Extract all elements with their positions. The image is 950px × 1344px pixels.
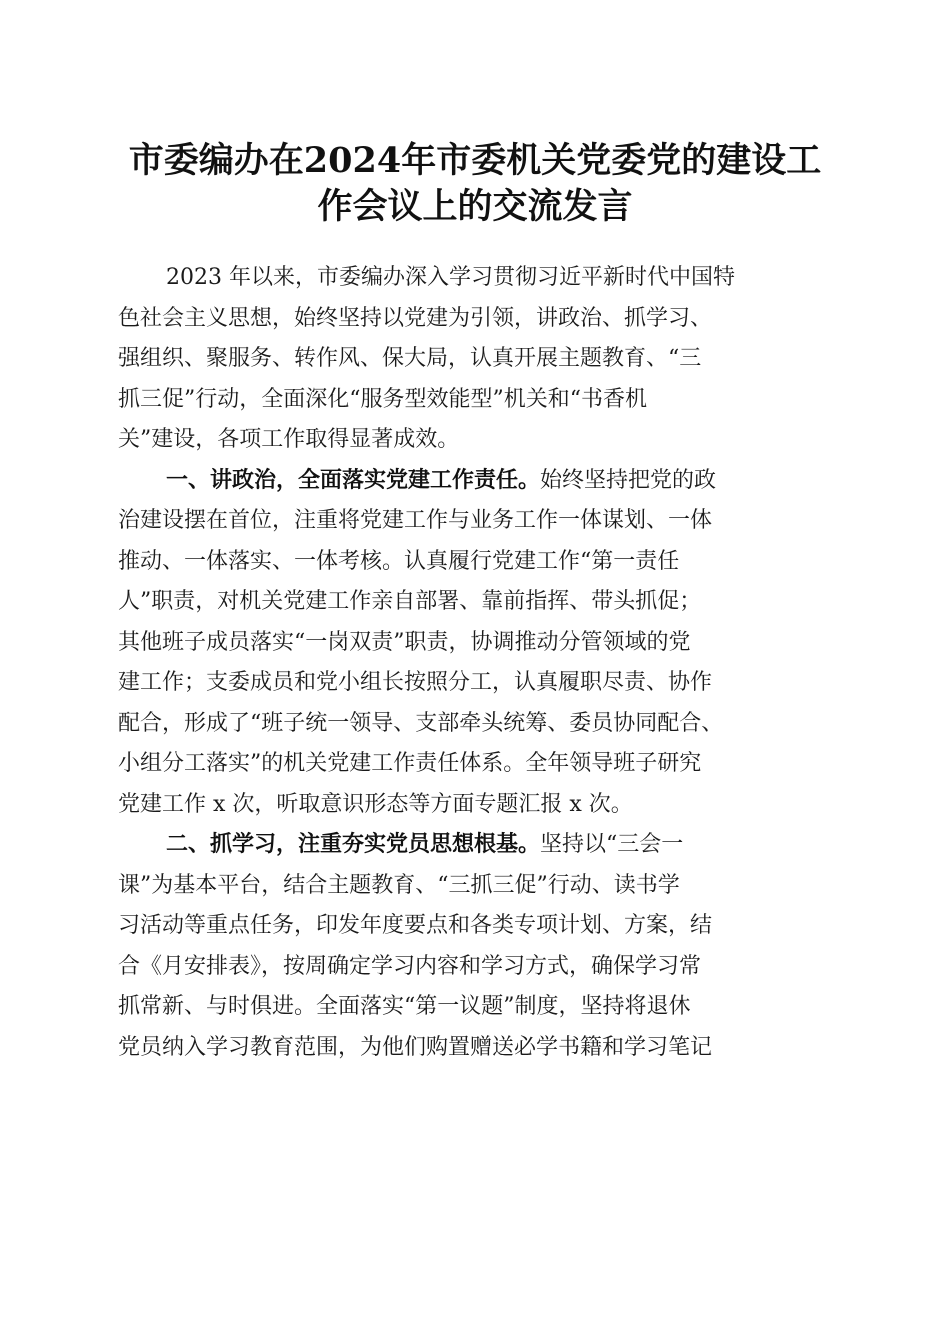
paragraph-line: 抓三促”行动，全面深化“服务型效能型”机关和“书香机 <box>118 386 647 412</box>
section-2-paragraph <box>118 825 838 1068</box>
paragraph-line: 党员纳入学习教育范围，为他们购置赠送必学书籍和学习笔记 <box>118 1034 713 1060</box>
title-line: 作会议上的交流发言 <box>317 186 633 227</box>
paragraph-line: 人”职责，对机关党建工作亲自部署、靠前指挥、带头抓促； <box>118 589 702 614</box>
paragraph-line: 抓常新、与时俱进。全面落实“第一议题”制度，坚持将退休 <box>118 994 691 1019</box>
document-body <box>118 258 838 1068</box>
paragraph-line: 治建设摆在首位，注重将党建工作与业务工作一体谋划、一体 <box>118 508 713 533</box>
paragraph-line: 合《月安排表》，按周确定学习内容和学习方式，确保学习常 <box>118 953 702 979</box>
paragraph-line: 党建工作 x 次，听取意识形态等方面专题汇报 x 次。 <box>118 791 633 817</box>
paragraph-line: 推动、一体落实、一体考核。认真履行党建工作“第一责任 <box>118 548 680 574</box>
paragraph-line: 色社会主义思想，始终坚持以党建为引领，讲政治、抓学习、 <box>118 305 713 331</box>
paragraph-line: 2023 年以来，市委编办深入学习贯彻习近平新时代中国特 <box>166 265 735 290</box>
paragraph-line: 关”建设，各项工作取得显著成效。 <box>118 427 460 452</box>
paragraph-line: 建工作；支委成员和党小组长按照分工，认真履职尽责、协作 <box>118 670 713 695</box>
paragraph-first-line <box>118 825 838 866</box>
section-1-paragraph <box>118 461 838 826</box>
section-1-heading: 一、讲政治，全面落实党建工作责任。 <box>166 467 541 493</box>
title-line: 市委编办在2024年市委机关党委党的建设工 <box>128 140 822 181</box>
paragraph-line: 习活动等重点任务，印发年度要点和各类专项计划、方案，结 <box>118 913 713 938</box>
paragraph-line: 其他班子成员落实“一岗双责”职责，协调推动分管领域的党 <box>118 629 691 655</box>
paragraph-line: 配合，形成了“班子统一领导、支部牵头统筹、委员协同配合、 <box>118 710 724 736</box>
paragraph-line: 小组分工落实”的机关党建工作责任体系。全年领导班子研究 <box>118 751 702 776</box>
paragraph-line-rest: 始终坚持把党的政 <box>540 467 717 493</box>
paragraph-line-rest: 坚持以“三会一 <box>540 832 684 857</box>
paragraph-line: 课”为基本平台，结合主题教育、“三抓三促”行动、读书学 <box>118 872 680 898</box>
paragraph-line: 强组织、聚服务、转作风、保大局，认真开展主题教育、“三 <box>118 346 702 371</box>
intro-paragraph <box>118 258 838 461</box>
section-2-heading: 二、抓学习，注重夯实党员思想根基。 <box>166 832 541 857</box>
paragraph-first-line <box>118 461 838 502</box>
document-title <box>100 138 850 230</box>
